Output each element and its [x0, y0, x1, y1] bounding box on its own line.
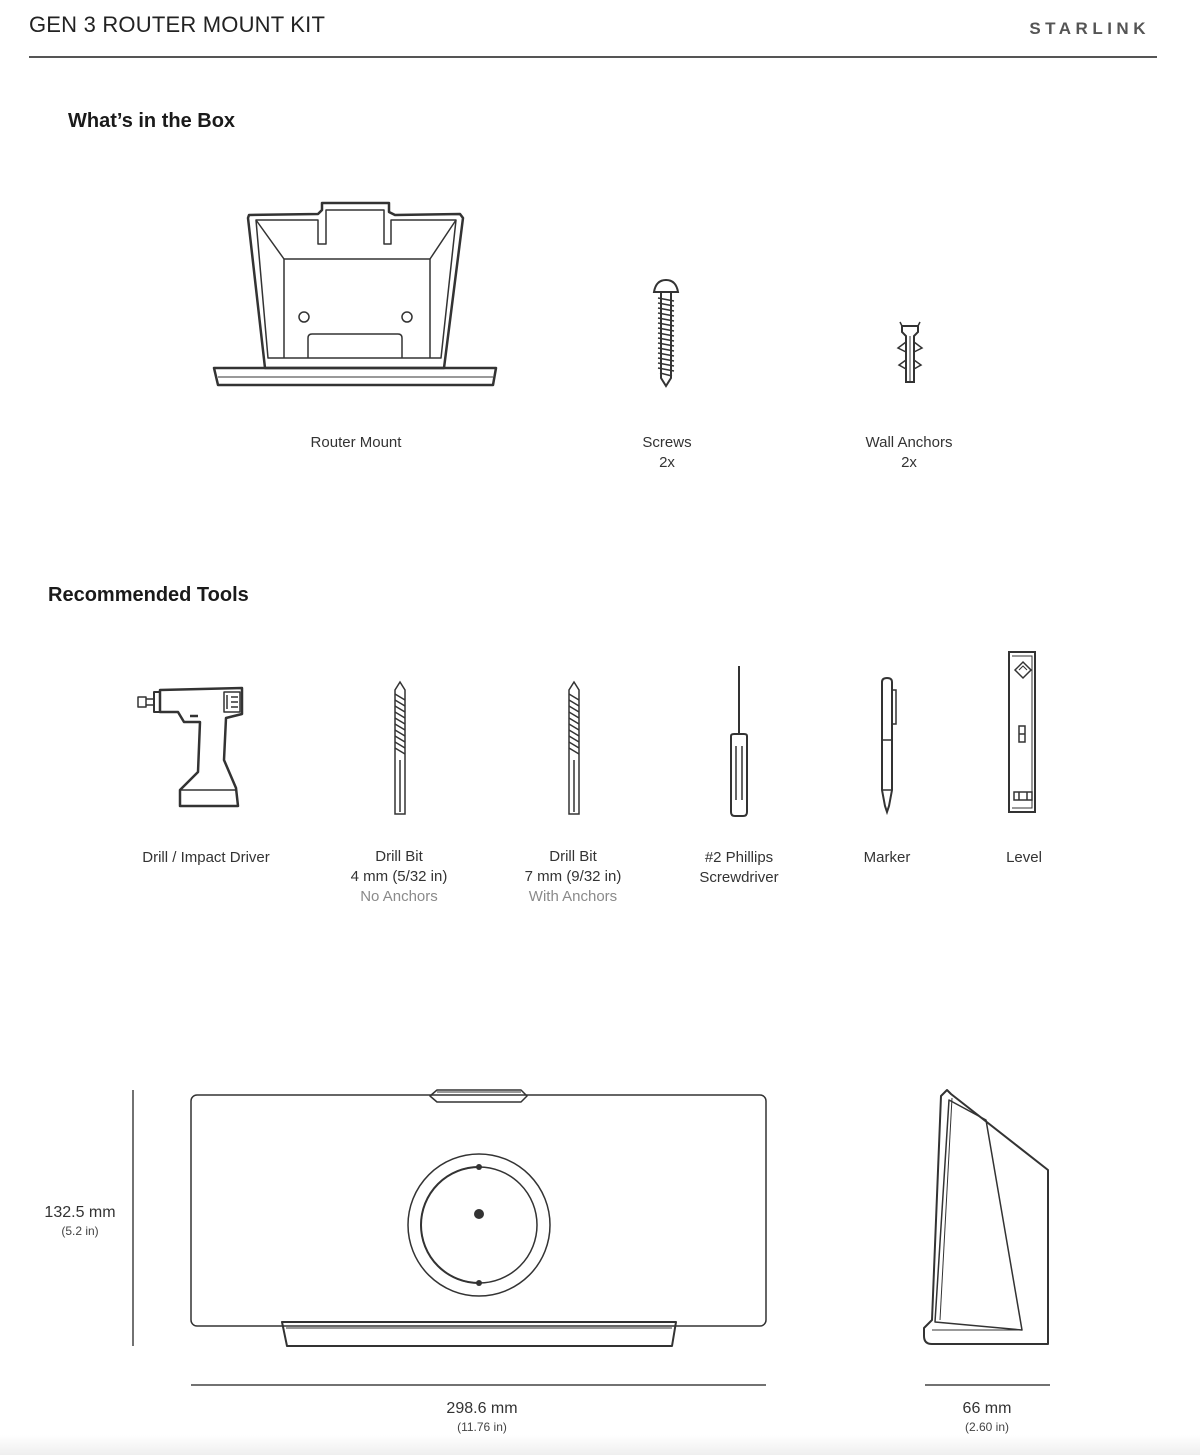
- box-item-wall-anchors: [866, 433, 953, 473]
- page-title: GEN 3 ROUTER MOUNT KIT: [29, 12, 326, 37]
- width-dimension: [446, 1399, 517, 1435]
- screwdriver-icon: [726, 664, 752, 818]
- depth-in: (2.60 in): [964, 1420, 1010, 1434]
- tool-size: 4 mm (5/32 in): [350, 868, 448, 885]
- wall-anchor-icon: [895, 322, 925, 388]
- drill-bit-icon: [390, 680, 410, 818]
- width-dimension-line: [190, 1382, 768, 1388]
- tool-note: No Anchors: [360, 888, 438, 905]
- tool-marker: [864, 848, 911, 868]
- tool-drill-bit-7mm: [525, 847, 622, 907]
- header-divider: [29, 56, 1157, 58]
- tool-name: Level: [1006, 849, 1042, 866]
- depth-dimension: [963, 1399, 1012, 1435]
- tool-note: With Anchors: [528, 888, 618, 905]
- tool-drill: [142, 848, 270, 868]
- router-mount-icon: [210, 198, 502, 393]
- box-item-name: Screws: [642, 434, 692, 451]
- level-icon: [1006, 648, 1038, 816]
- box-item-name: Router Mount: [310, 434, 402, 451]
- tool-name: Drill Bit: [375, 848, 423, 865]
- drill-bit-icon: [564, 680, 584, 818]
- tool-name: Drill Bit: [549, 848, 597, 865]
- height-dimension: [44, 1203, 115, 1239]
- tool-screwdriver: [699, 848, 778, 888]
- box-item-screws: [642, 433, 691, 473]
- height-mm: 132.5 mm: [44, 1204, 116, 1221]
- page-bottom-edge: [0, 1435, 1200, 1455]
- tools-section-heading: Recommended Tools: [48, 584, 249, 606]
- router-side-view-icon: [918, 1086, 1054, 1348]
- box-section-heading: What’s in the Box: [68, 110, 236, 132]
- tool-name-line2: Screwdriver: [699, 869, 779, 886]
- drill-icon: [136, 684, 246, 812]
- marker-icon: [876, 676, 900, 816]
- router-front-view-icon: [186, 1084, 772, 1352]
- tool-name: Drill / Impact Driver: [142, 849, 270, 866]
- tool-name: #2 Phillips: [704, 849, 774, 866]
- brand-logo: STARLINK: [1029, 19, 1150, 38]
- height-dimension-line: [130, 1090, 136, 1348]
- box-item-router-mount: [311, 433, 402, 453]
- tool-name: Marker: [863, 849, 911, 866]
- width-in: (11.76 in): [457, 1420, 507, 1434]
- box-item-qty: 2x: [901, 454, 917, 471]
- width-mm: 298.6 mm: [446, 1400, 518, 1417]
- tool-level: [1006, 848, 1042, 868]
- tool-drill-bit-4mm: [351, 847, 448, 907]
- depth-dimension-line: [924, 1382, 1052, 1388]
- depth-mm: 66 mm: [962, 1400, 1012, 1417]
- screw-icon: [652, 278, 680, 388]
- height-in: (5.2 in): [61, 1224, 99, 1238]
- box-item-name: Wall Anchors: [865, 434, 953, 451]
- box-item-qty: 2x: [659, 454, 675, 471]
- tool-size: 7 mm (9/32 in): [524, 868, 622, 885]
